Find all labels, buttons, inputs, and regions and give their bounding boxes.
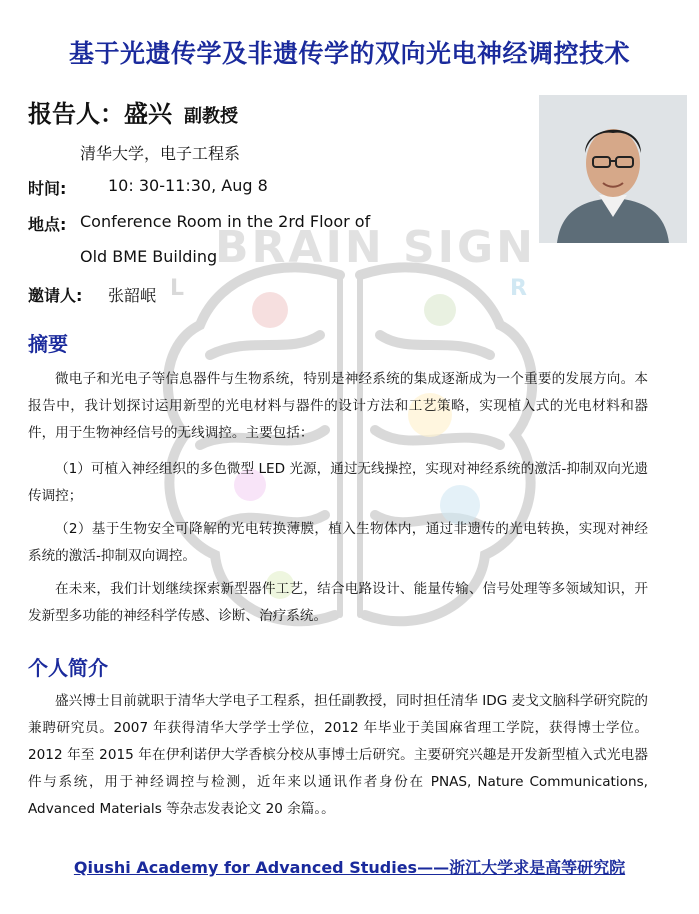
watermark-left-letter: L [170,276,185,301]
abstract-paragraph-1: 微电子和光电子等信息器件与生物系统，特别是神经系统的集成逐渐成为一个重要的发展方向。本报告中，我计划探讨运用新型的光电材料与器件的设计方法和工艺策略，实现植入式的光电材料和器件，用于生物神经信号的无线调控。主要包括： [28,371,648,441]
reporter-name: 报告人：盛兴 [28,100,172,128]
time-value: 10: 30-11:30, Aug 8 [108,176,268,195]
inviter-value: 张韶岷 [108,286,157,305]
abstract-paragraph-4: 在未来，我们计划继续探索新型器件工艺，结合电路设计、能量传输、信号处理等多领域知识，开发新型多功能的神经科学传感、诊断、治疗系统。 [28,581,648,624]
bio-paragraph: 盛兴博士目前就职于清华大学电子工程系，担任副教授，同时担任清华 IDG 麦戈文脑科学研究院的兼聘研究员。2007 年获得清华大学学士学位，2012 年毕业于美国麻省理工学院，获得博士学位。2012 年至 2015 年在伊利诺伊大学香槟分校从事博士后研究。主要研究兴趣是开发新型植入式光电器件与系统，用于神经调控与检测，近年来以通讯作者身份在 PNAS, Nature Communications, Advanced Materials 等杂志发表论文 20 余篇。。 [28,693,648,817]
affiliation: 清华大学，电子工程系 [80,144,241,163]
reporter-line [28,94,238,129]
location-label: 地点: [28,215,67,234]
abstract-paragraph-3: （2）基于生物安全可降解的光电转换薄膜，植入生物体内，通过非遗传的光电转换，实现对神经系统的激活-抑制双向调控。 [28,521,648,564]
inviter-label: 邀请人: [28,286,83,305]
bio-heading: 个人简介 [28,656,108,680]
page-title: 基于光遗传学及非遗传学的双向光电神经调控技术 [68,39,630,68]
reporter-rank: 副教授 [184,106,238,127]
abstract-paragraph-2: （1）可植入神经组织的多色微型 LED 光源，通过无线操控，实现对神经系统的激活-抑制双向光遗传调控； [28,461,648,504]
footer-link[interactable]: Qiushi Academy for Advanced Studies——浙江大学求是高等研究院 [73,858,626,877]
watermark-right-letter: R [510,276,527,301]
watermark-text: BRAIN SIGN [215,222,536,273]
location-line-2: Old BME Building [80,247,218,266]
location-line-1: Conference Room in the 2rd Floor of [80,212,371,231]
speaker-photo [539,95,687,243]
abstract-heading: 摘要 [28,332,68,356]
time-label: 时间: [28,179,67,198]
